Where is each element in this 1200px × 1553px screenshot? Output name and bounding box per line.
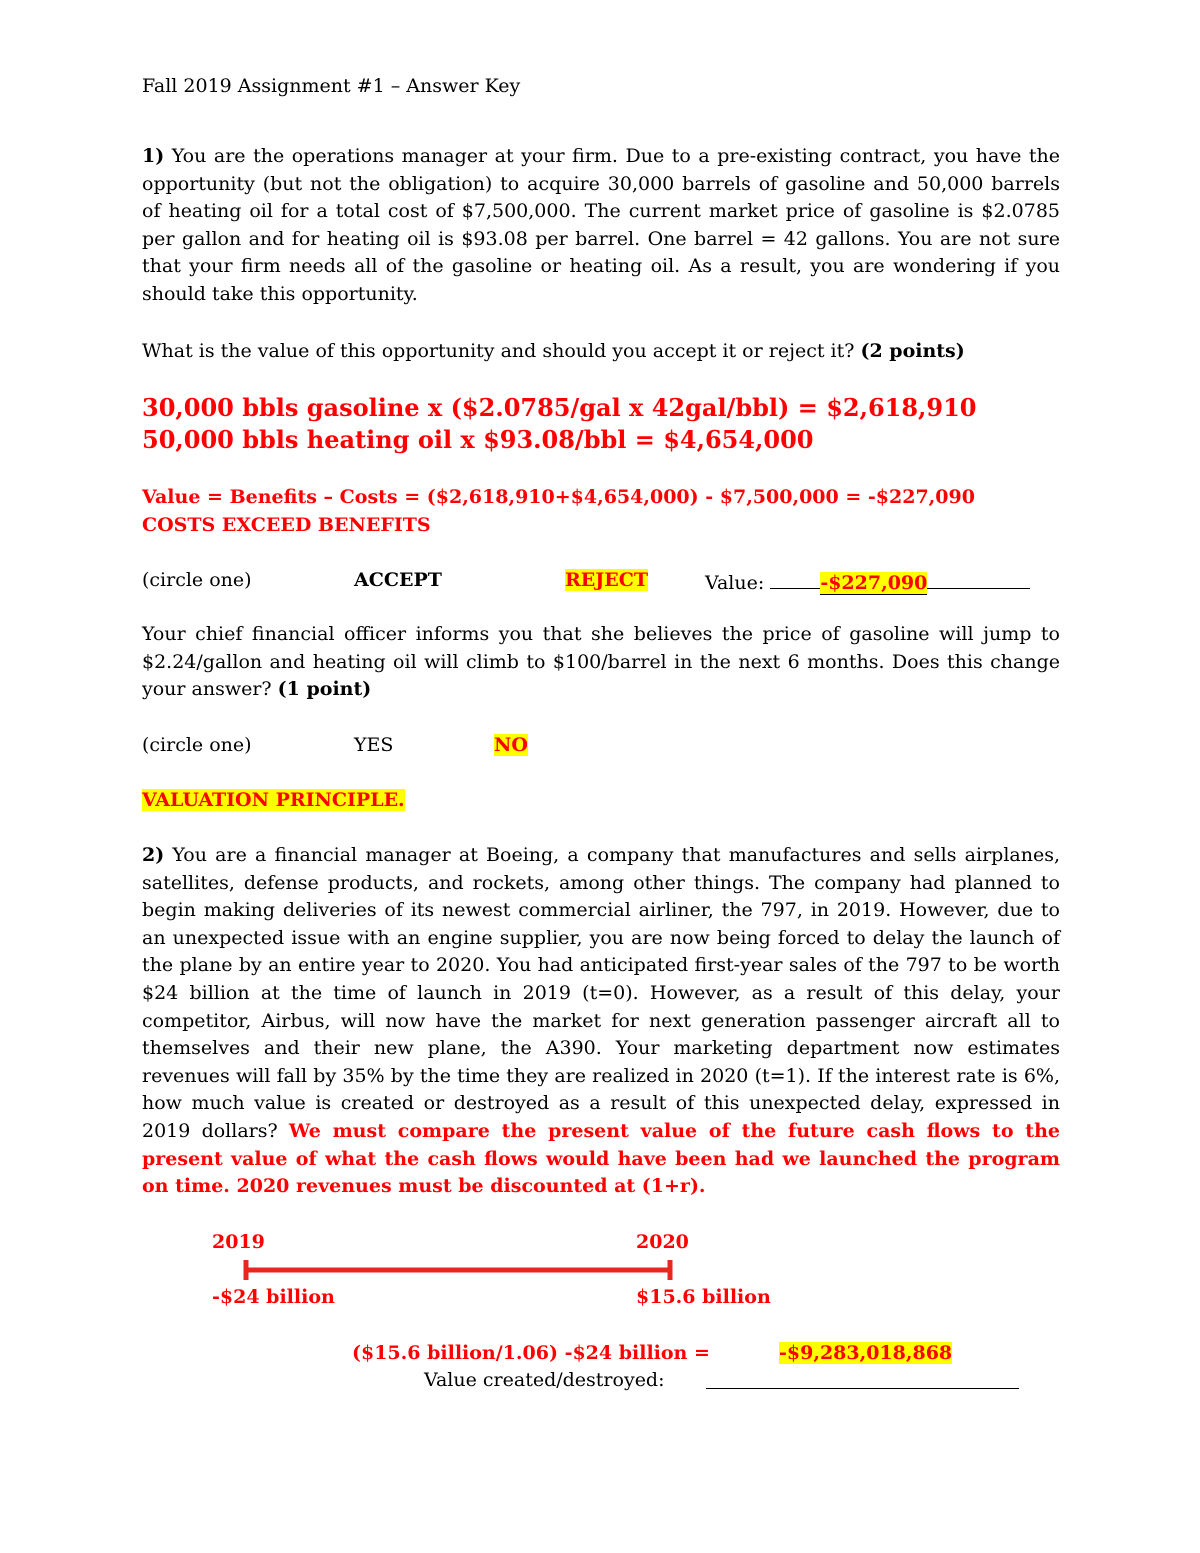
- value-underline-left: [770, 566, 820, 589]
- q2-result-label: Value created/destroyed:: [424, 1369, 665, 1391]
- q1-number: 1): [142, 145, 165, 167]
- accept-option: ACCEPT: [354, 569, 442, 591]
- q2-number: 2): [142, 844, 165, 866]
- timeline-cf-start: -$24 billion: [212, 1286, 335, 1308]
- q1-followup-text: Your chief financial officer informs you that she believes the price of gasoline will jump to $2.24/gallon and heating oil will climb to $100/barrel in the next 6 months. Does this change your answer?: [142, 623, 1060, 701]
- timeline-year-end: 2020: [636, 1231, 689, 1253]
- value-underline-right: [927, 566, 1030, 589]
- timeline-year-start: 2019: [212, 1231, 265, 1253]
- value-label: Value:: [705, 572, 771, 594]
- yes-option: YES: [354, 734, 394, 756]
- q1-question-text: What is the value of this opportunity and should you accept it or reject it?: [142, 340, 861, 362]
- q2-formula: ($15.6 billion/1.06) -$24 billion =: [352, 1342, 710, 1364]
- q2-text: You are a financial manager at Boeing, a company that manufactures and sells airplanes, satellites, defense products, and rockets, among other things. The company had planned to begin making deliveries of its newest commercial airliner, the 797, in 2019. However, due to an unexpected issue with an engine supplier, you are now being forced to delay the launch of the plane by an entire year to 2020. You had anticipated first-year sales of the 797 to be worth $24 billion at the time of launch in 2019 (t=0). However, as a result of this delay, your competitor, Airbus, will now have the market for next generation passenger aircraft all to themselves and their new plane, the A390. Your marketing department now estimates revenues will fall by 35% by the time they are realized in 2020 (t=1). If the interest rate is 6%, how much value is created or destroyed as a result of this unexpected delay, expressed in 2019 dollars?: [142, 844, 1060, 1142]
- q1-value-blank: [705, 566, 1030, 594]
- q1-costs-line: COSTS EXCEED BENEFITS: [142, 514, 431, 536]
- q2-result-underline: [706, 1388, 1019, 1389]
- q1-question: [142, 337, 965, 365]
- reject-highlight: REJECT: [565, 569, 649, 591]
- document-header: Fall 2019 Assignment #1 – Answer Key: [142, 75, 521, 97]
- q2-result-highlight: -$9,283,018,868: [779, 1342, 953, 1364]
- q1-paragraph: [142, 143, 1060, 309]
- valuation-principle-highlight: VALUATION PRINCIPLE.: [142, 789, 405, 811]
- reject-option: [565, 566, 648, 594]
- q2-result: [779, 1339, 952, 1367]
- q1-calc-line-1: 30,000 bbls gasoline x ($2.0785/gal x 42gal/bbl) = $2,618,910: [142, 393, 977, 422]
- q1-followup-points: (1 point): [277, 678, 372, 701]
- cash-flow-timeline: [240, 1258, 680, 1282]
- no-option: [494, 731, 528, 759]
- q1-text: You are the operations manager at your firm. Due to a pre-existing contract, you have the opportunity (but not the obligation) to acquire 30,000 barrels of gasoline and 50,000 barrels of heating oil for a total cost of $7,500,000. The current market price of gasoline is $2.0785 per gallon and for heating oil is $93.08 per barrel. One barrel = 42 gallons. You are not sure that your firm needs all of the gasoline or heating oil. As a result, you are wondering if you should take this opportunity.: [142, 145, 1060, 305]
- valuation-principle: [142, 786, 405, 814]
- q1-circle-one-label-2: (circle one): [142, 734, 252, 756]
- timeline-cf-end: $15.6 billion: [636, 1286, 771, 1308]
- q1-calc-line-2: 50,000 bbls heating oil x $93.08/bbl = $4,654,000: [142, 425, 814, 454]
- q1-circle-one-label: (circle one): [142, 569, 252, 591]
- q1-question-points: (2 points): [860, 340, 965, 362]
- q1-value-line: Value = Benefits – Costs = ($2,618,910+$4,654,000) - $7,500,000 = -$227,090: [142, 486, 975, 508]
- q2-paragraph: [142, 842, 1060, 1201]
- no-highlight: NO: [494, 734, 528, 756]
- q2-answer-text: We must compare the present value of the future cash flows to the present value of what the cash flows would have been had we launched the program on time. 2020 revenues must be discounted at (1+r).: [142, 1119, 1060, 1198]
- q1-followup: [142, 621, 1060, 704]
- value-answer: -$227,090: [820, 572, 928, 594]
